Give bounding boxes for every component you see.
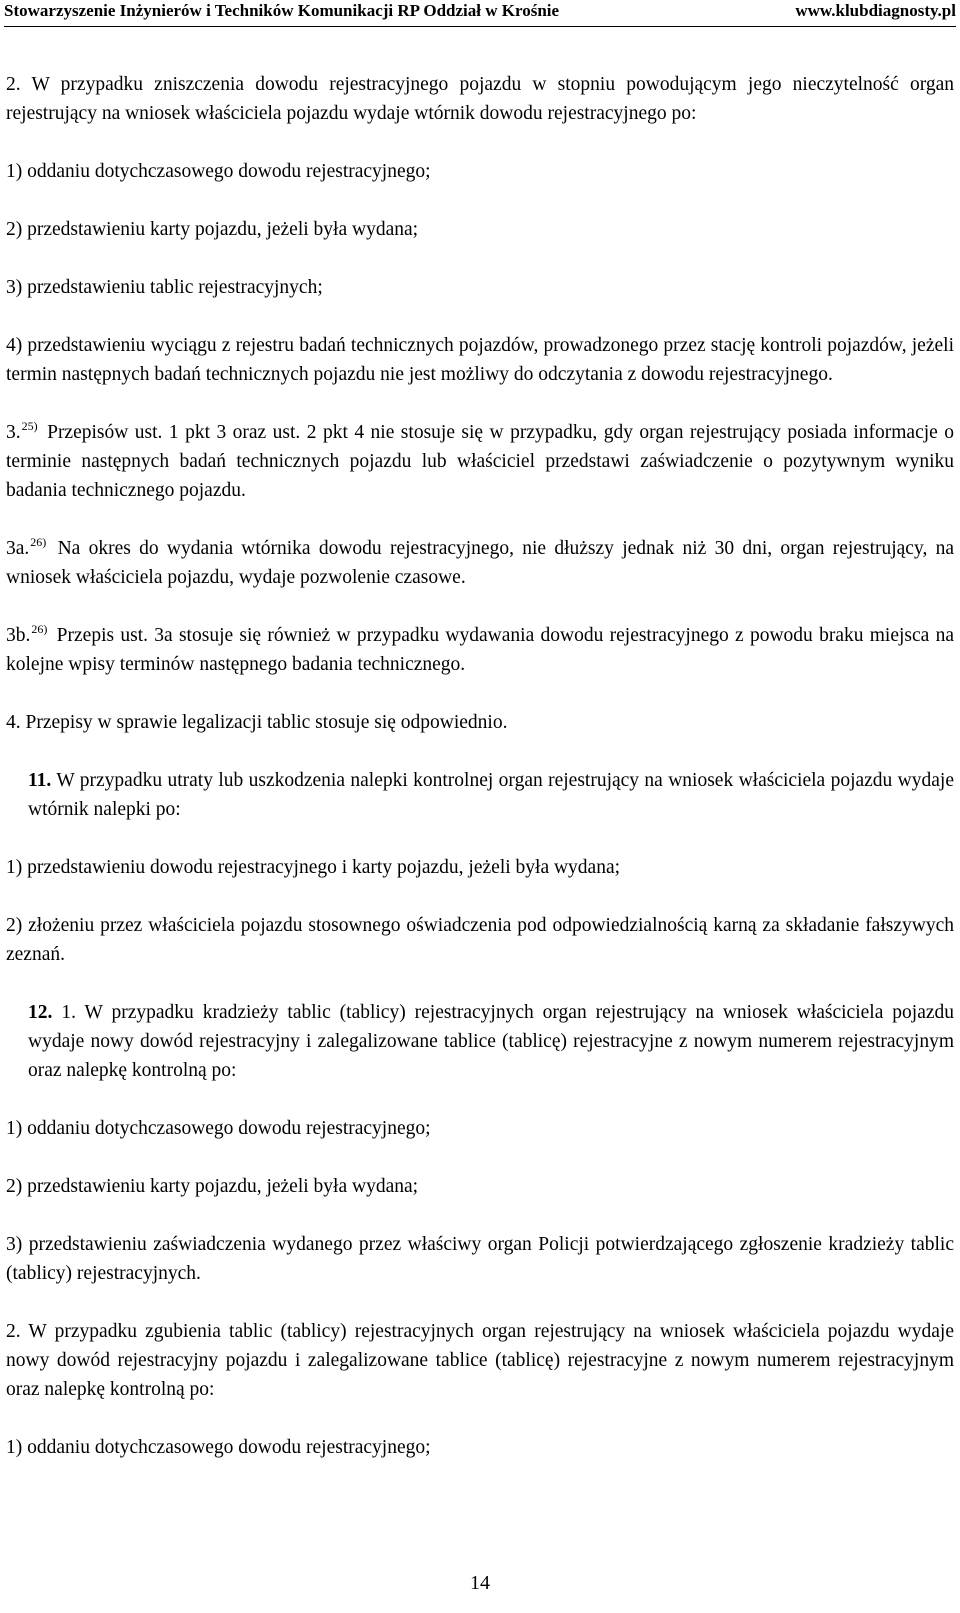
- document-body: [6, 70, 954, 1491]
- paragraph-3b-number: 3b.: [6, 625, 31, 646]
- paragraph-3a-number: 3a.: [6, 538, 30, 559]
- article-12-text: 1. W przypadku kradzieży tablic (tablicy) rejestracyjnych organ rejestrujący na wniosek właściciela pojazdu wydaje nowy dowód rejestracyjny i zalegalizowane tablice (tablicę) rejestracyjne z nowym numerem rejestracyjnym oraz nalepkę kontrolną po:: [28, 1002, 955, 1081]
- list-item-12-2: 2) przedstawieniu karty pojazdu, jeżeli była wydana;: [6, 1176, 419, 1197]
- list-item-11-2: 2) złożeniu przez właściciela pojazdu stosownego oświadczenia pod odpowiedzialnością karną za składanie fałszywych zeznań.: [6, 915, 954, 965]
- list-item-12-3: 3) przedstawieniu zaświadczenia wydanego przez właściwy organ Policji potwierdzającego zgłoszenie kradzieży tablic (tablicy) rejestracyjnych.: [6, 1234, 954, 1284]
- list-item-12-2-1: 1) oddaniu dotychczasowego dowodu rejestracyjnego;: [6, 1437, 431, 1458]
- article-11-text: W przypadku utraty lub uszkodzenia nalepki kontrolnej organ rejestrujący na wniosek właściciela pojazdu wydaje wtórnik nalepki po:: [28, 770, 954, 820]
- page-header: [4, 0, 956, 27]
- paragraph-3: [6, 418, 954, 505]
- list-item-2-4: 4) przedstawieniu wyciągu z rejestru badań technicznych pojazdów, prowadzonego przez stację kontroli pojazdów, jeżeli termin następnych badań technicznych pojazdu nie jest możliwy do odczytania z dowodu rejestracyjnego.: [6, 335, 954, 385]
- footnote-ref-26: 26): [31, 622, 48, 636]
- paragraph-3a: [6, 534, 954, 592]
- footnote-ref-26: 26): [30, 535, 47, 549]
- article-12-number: 12.: [28, 1002, 53, 1023]
- header-website: www.klubdiagnosty.pl: [795, 1, 956, 20]
- paragraph-4: 4. Przepisy w sprawie legalizacji tablic stosuje się odpowiednio.: [6, 712, 508, 733]
- page-number: 14: [470, 1572, 490, 1594]
- list-item-2-1: 1) oddaniu dotychczasowego dowodu rejestracyjnego;: [6, 161, 431, 182]
- paragraph-3-number: 3.: [6, 422, 21, 443]
- paragraph-3-text: Przepisów ust. 1 pkt 3 oraz ust. 2 pkt 4 nie stosuje się w przypadku, gdy organ rejestrujący posiada informacje o terminie następnych badań technicznych pojazdu lub właściciel przedstawi zaświadczenie o pozytywnym wyniku badania technicznego pojazdu.: [6, 422, 955, 501]
- paragraph-12-2: 2. W przypadku zgubienia tablic (tablicy) rejestracyjnych organ rejestrujący na wniosek właściciela pojazdu wydaje nowy dowód rejestracyjny pojazdu i zalegalizowane tablice (tablicę) rejestracyjne z nowym numerem rejestracyjnym oraz nalepkę kontrolną po:: [6, 1321, 954, 1400]
- list-item-2-2: 2) przedstawieniu karty pojazdu, jeżeli była wydana;: [6, 219, 419, 240]
- list-item-2-3: 3) przedstawieniu tablic rejestracyjnych;: [6, 277, 323, 298]
- list-item-12-1: 1) oddaniu dotychczasowego dowodu rejestracyjnego;: [6, 1118, 431, 1139]
- footnote-ref-25: 25): [21, 419, 38, 433]
- paragraph-2: 2. W przypadku zniszczenia dowodu rejestracyjnego pojazdu w stopniu powodującym jego nieczytelność organ rejestrujący na wniosek właściciela pojazdu wydaje wtórnik dowodu rejestracyjnego po:: [6, 74, 954, 124]
- article-11: [6, 766, 954, 824]
- list-item-11-1: 1) przedstawieniu dowodu rejestracyjnego i karty pojazdu, jeżeli była wydana;: [6, 857, 621, 878]
- paragraph-3b: [6, 621, 954, 679]
- article-12: [6, 998, 954, 1085]
- header-organization: Stowarzyszenie Inżynierów i Techników Komunikacji RP Oddział w Krośnie: [4, 1, 560, 20]
- paragraph-3a-text: Na okres do wydania wtórnika dowodu rejestracyjnego, nie dłuższy jednak niż 30 dni, organ rejestrujący, na wniosek właściciela pojazdu, wydaje pozwolenie czasowe.: [6, 538, 955, 588]
- paragraph-3b-text: Przepis ust. 3a stosuje się również w przypadku wydawania dowodu rejestracyjnego z powodu braku miejsca na kolejne wpisy terminów następnego badania technicznego.: [6, 625, 955, 675]
- article-11-number: 11.: [28, 770, 52, 791]
